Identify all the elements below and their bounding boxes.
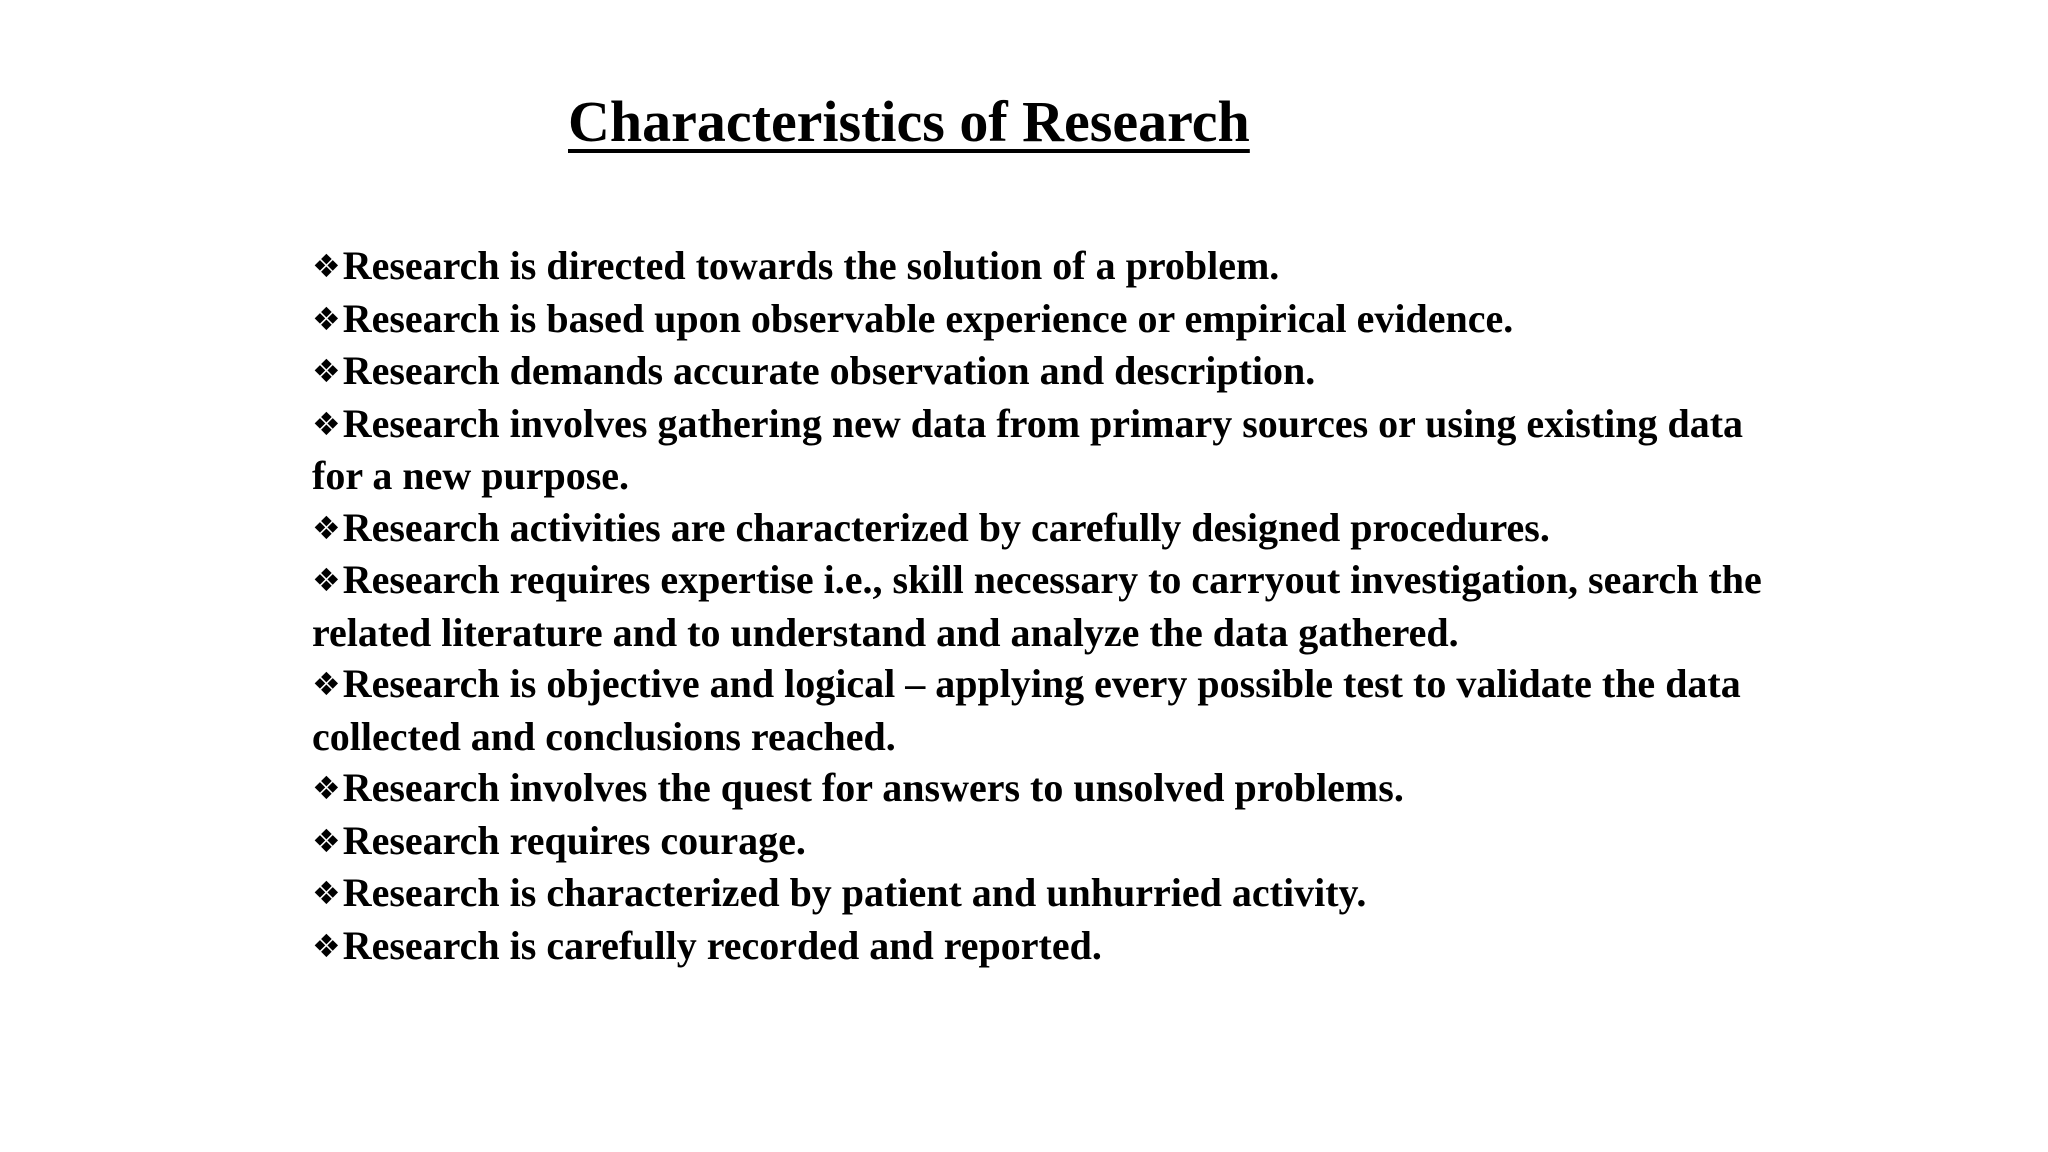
- bullet-text: Research requires courage.: [342, 817, 806, 863]
- diamond-bullet-icon: ❖: [312, 299, 341, 338]
- diamond-bullet-icon: ❖: [312, 352, 341, 390]
- bullet-text: Research is directed towards the solution of a problem.: [342, 243, 1280, 288]
- bullet-item: [312, 920, 1792, 973]
- bullet-text: Research involves the quest for answers to unsolved problems.: [342, 765, 1404, 810]
- bullet-text: Research involves gathering new data from primary sources or using existing data for a new purpose.: [312, 400, 1744, 498]
- bullet-text: Research is characterized by patient and unhurried activity.: [342, 870, 1367, 915]
- slide-title: Characteristics of Research: [568, 89, 1250, 154]
- bullet-text: Research is objective and logical – applying every possible test to validate the data collected and conclusions reached.: [312, 661, 1741, 759]
- diamond-bullet-icon: ❖: [312, 404, 341, 443]
- bullet-item: [312, 867, 1792, 920]
- diamond-bullet-icon: ❖: [312, 874, 341, 912]
- bullet-text: Research requires expertise i.e., skill necessary to carryout investigation, search the related literature and to understand and analyze the data gathered.: [312, 557, 1762, 655]
- bullet-item: [312, 398, 1792, 502]
- bullet-text: Research demands accurate observation and description.: [342, 348, 1316, 393]
- bullet-text: Research is carefully recorded and reported.: [342, 922, 1102, 968]
- diamond-bullet-icon: ❖: [312, 247, 341, 285]
- bullet-item: [312, 658, 1792, 762]
- bullet-item: [312, 554, 1792, 658]
- diamond-bullet-icon: ❖: [312, 561, 341, 599]
- diamond-bullet-icon: ❖: [312, 665, 341, 703]
- bullet-list: [312, 240, 1792, 972]
- diamond-bullet-icon: ❖: [312, 769, 341, 807]
- diamond-bullet-icon: ❖: [312, 821, 341, 860]
- diamond-bullet-icon: ❖: [312, 926, 341, 965]
- bullet-item: [312, 762, 1792, 815]
- bullet-text: Research is based upon observable experience or empirical evidence.: [342, 295, 1514, 341]
- bullet-item: [312, 345, 1792, 398]
- bullet-item: [312, 293, 1792, 346]
- bullet-text: Research activities are characterized by carefully designed procedures.: [342, 504, 1550, 550]
- bullet-item: [312, 502, 1792, 555]
- bullet-item: [312, 240, 1792, 293]
- bullet-item: [312, 815, 1792, 868]
- diamond-bullet-icon: ❖: [312, 508, 341, 547]
